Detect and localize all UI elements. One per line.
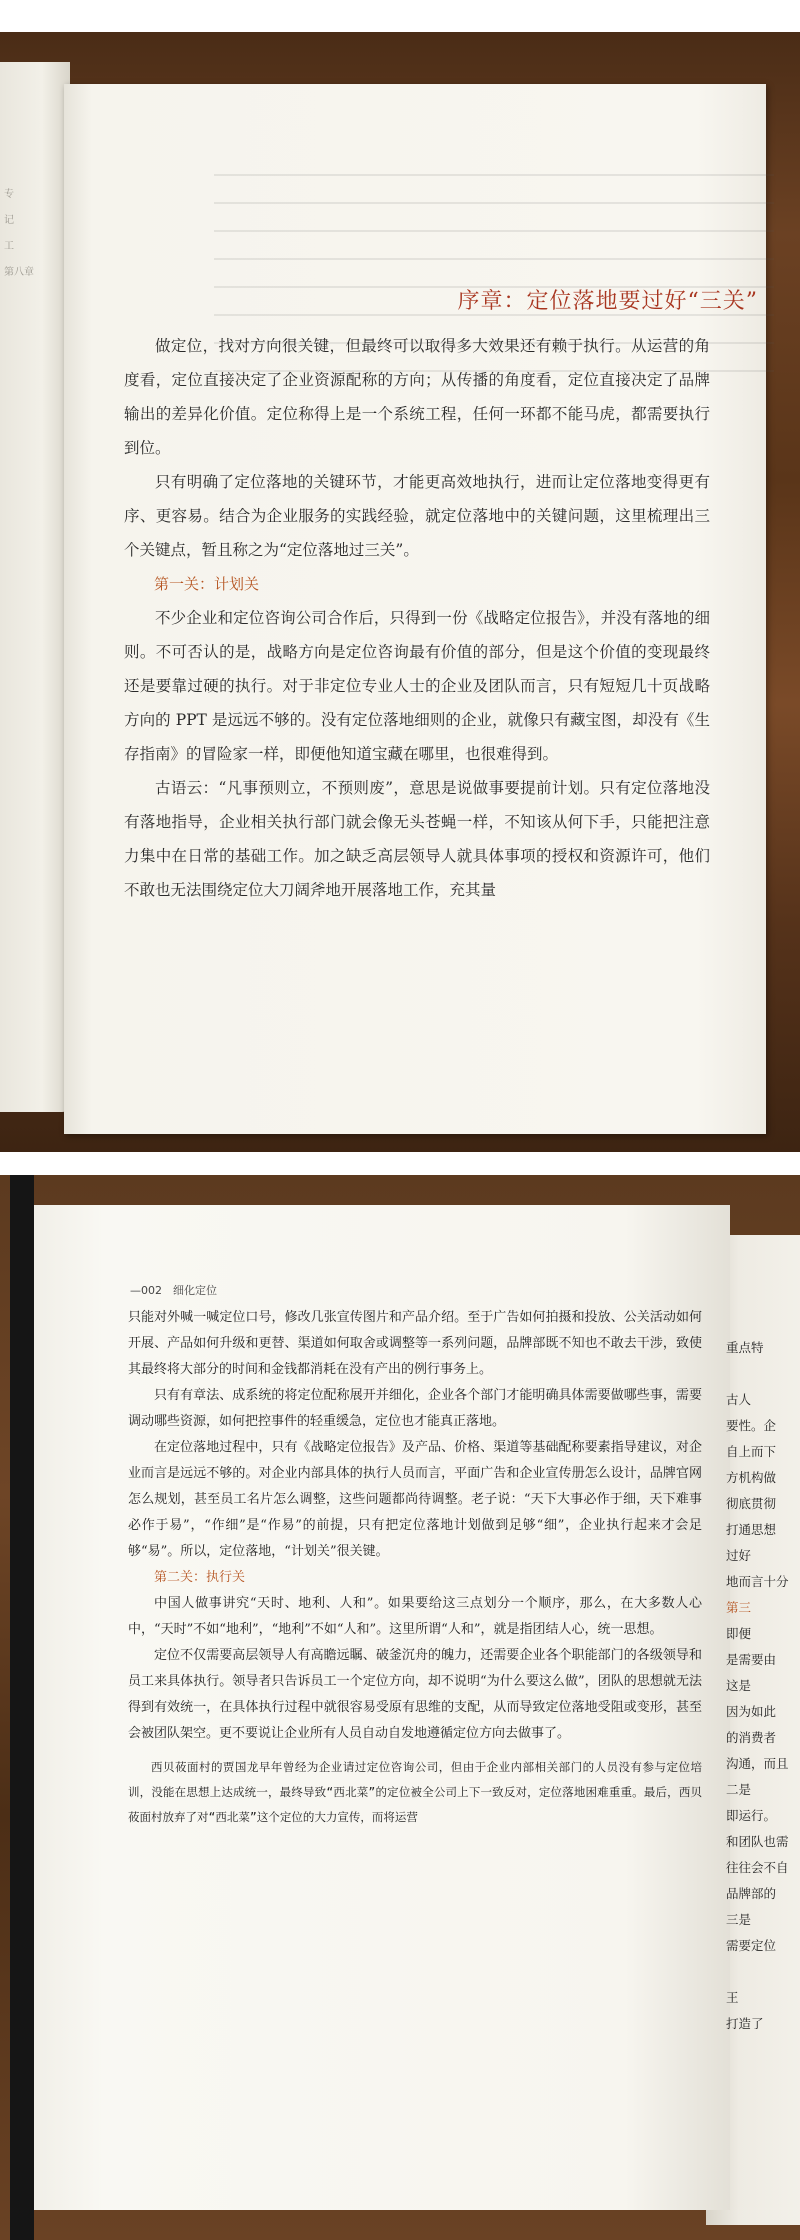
quote-paragraph: 西贝莜面村的贾国龙早年曾经为企业请过定位咨询公司，但由于企业内部相关部门的人员没有参与定位培训，没能在思想上达成统一，最终导致“西北菜”的定位被全公司上下一致反对，定位落地困难重重。最后，西贝莜面村放弃了对“西北菜”这个定位的大力宣传，而将运营: [128, 1760, 702, 1824]
right-line: 王: [726, 1990, 739, 2005]
running-head: —002 细化定位: [130, 1284, 217, 1297]
right-line: [726, 1361, 800, 1387]
right-line: 即便: [726, 1626, 752, 1641]
section-heading: 第一关：计划关: [154, 575, 260, 593]
right-line: 第三: [726, 1600, 752, 1615]
right-line: 地而言十分: [726, 1574, 789, 1589]
section-heading: 第二关：执行关: [154, 1570, 246, 1585]
paragraph: 不少企业和定位咨询公司合作后，只得到一份《战略定位报告》，并没有落地的细则。不可否认的是，战略方向是定位咨询最有价值的部分，但是这个价值的变现最终还是要靠过硬的执行。对于非定位专业人士的企业及团队而言，只有短短几十页战略方向的 PPT 是远远不够的。没有定位落地细则的企业，就像只有藏宝图，却没有《生存指南》的冒险家一样，即便他知道宝藏在哪里，也很难得到。: [124, 609, 710, 763]
right-line: 因为如此: [726, 1704, 777, 1719]
top-margin: [0, 0, 800, 32]
page2-body: [128, 1305, 702, 1830]
right-line: 打造了: [726, 2016, 764, 2031]
right-line: 打通思想: [726, 1522, 777, 1537]
right-line: 品牌部的: [726, 1886, 777, 1901]
right-line: 是需要由: [726, 1652, 777, 1667]
paragraph: 只有明确了定位落地的关键环节，才能更高效地执行，进而让定位落地变得更有序、更容易。结合为企业服务的实践经验，就定位落地中的关键问题，这里梳理出三个关键点，暂且称之为“定位落地过三关”。: [124, 473, 710, 559]
right-line: 三是: [726, 1912, 752, 1927]
paragraph: 古语云：“凡事预则立，不预则废”，意思是说做事要提前计划。只有定位落地没有落地指导，企业相关执行部门就会像无头苍蝇一样，不知该从何下手，只能把注意力集中在日常的基础工作。加之缺乏高层领导人就具体事项的授权和资源许可，他们不敢也无法围绕定位大刀阔斧地开展落地工作，充其量: [124, 779, 710, 899]
right-line: 彻底贯彻: [726, 1496, 777, 1511]
right-line: 往往会不自: [726, 1860, 789, 1875]
right-line: 二是: [726, 1782, 752, 1797]
photo-bottom-page: [0, 1175, 800, 2240]
photo-gap: [0, 1152, 800, 1175]
left-mark: 记: [4, 215, 14, 226]
right-line: 即运行。: [726, 1808, 777, 1823]
right-line: 方机构做: [726, 1470, 777, 1485]
photo-top-page: [0, 32, 800, 1152]
right-line: 和团队也需: [726, 1834, 789, 1849]
right-line: 古人: [726, 1392, 752, 1407]
left-mark: 第八章: [4, 267, 34, 278]
right-line: [726, 1959, 800, 1985]
case-quote: [128, 1755, 702, 1830]
book-spine: [10, 1175, 34, 2240]
right-line: 沟通，而且: [726, 1756, 789, 1771]
left-mark: 工: [4, 241, 14, 252]
right-line: 过好: [726, 1548, 752, 1563]
right-line: 自上而下: [726, 1444, 777, 1459]
paragraph: 在定位落地过程中，只有《战略定位报告》及产品、价格、渠道等基础配称要素指导建议，对企业而言是远远不够的。对企业内部具体的执行人员而言，平面广告和企业宣传册怎么设计，品牌官网怎么规划，甚至员工名片怎么调整，这些问题都尚待调整。老子说：“天下大事必作于细，天下难事必作于易”，“作细”是“作易”的前提，只有把定位落地计划做到足够“细”，企业执行起来才会足够“易”。所以，定位落地，“计划关”很关键。: [128, 1440, 702, 1559]
page1-body: [124, 329, 710, 907]
chapter-title: 序章：定位落地要过好“三关”: [457, 289, 758, 314]
paragraph: 中国人做事讲究“天时、地利、人和”。如果要给这三点划分一个顺序，那么，在大多数人心中，“天时”不如“地利”，“地利”不如“人和”。这里所谓“人和”，就是指团结人心，统一思想。: [128, 1596, 702, 1637]
paragraph: 做定位，找对方向很关键，但最终可以取得多大效果还有赖于执行。从运营的角度看，定位直接决定了企业资源配称的方向；从传播的角度看，定位直接决定了品牌输出的差异化价值。定位称得上是一个系统工程，任何一环都不能马虎，都需要执行到位。: [124, 337, 710, 457]
left-page-marks: [4, 182, 34, 286]
right-line: 重点特: [726, 1340, 764, 1355]
left-page-edge: [0, 62, 70, 1112]
right-line: 要性。企: [726, 1418, 777, 1433]
right-page-text: [726, 1335, 800, 2037]
book-page-1: [64, 84, 766, 1134]
paragraph: 只能对外喊一喊定位口号，修改几张宣传图片和产品介绍。至于广告如何拍摄和投放、公关活动如何开展、产品如何升级和更替、渠道如何取舍或调整等一系列问题，品牌部既不知也不敢去干涉，致使其最终将大部分的时间和金钱都消耗在没有产出的例行事务上。: [128, 1310, 702, 1377]
left-mark: 专: [4, 189, 14, 200]
right-line: 需要定位: [726, 1938, 777, 1953]
right-line: 这是: [726, 1678, 752, 1693]
paragraph: 只有有章法、成系统的将定位配称展开并细化，企业各个部门才能明确具体需要做哪些事，需要调动哪些资源，如何把控事件的轻重缓急，定位也才能真正落地。: [128, 1388, 702, 1429]
right-line: 的消费者: [726, 1730, 777, 1745]
paragraph: 定位不仅需要高层领导人有高瞻远瞩、破釜沉舟的魄力，还需要企业各个职能部门的各级领导和员工来具体执行。领导者只告诉员工一个定位方向，却不说明“为什么要这么做”，团队的思想就无法得到有效统一，在具体执行过程中就很容易受原有思维的支配，从而导致定位落地受阻或变形，甚至会被团队架空。更不要说让企业所有人员自动自发地遵循定位方向去做事了。: [128, 1648, 702, 1741]
